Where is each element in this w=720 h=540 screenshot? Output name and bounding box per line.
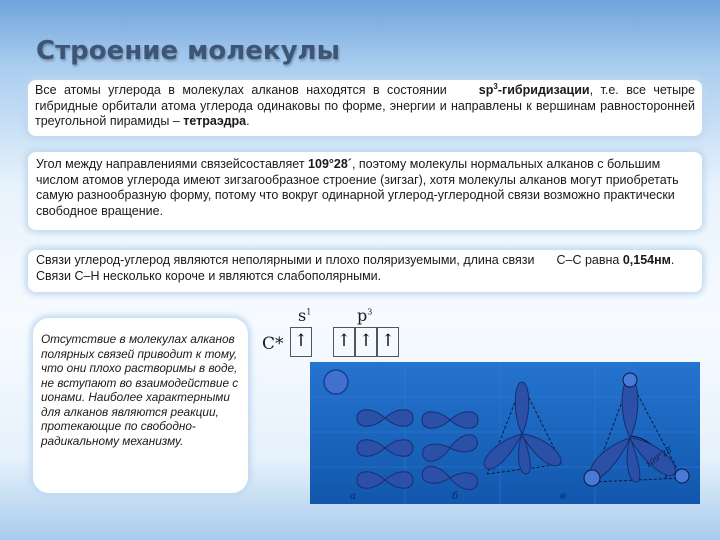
- p-cell-1: ↑: [333, 327, 355, 357]
- angle-annotation: 109°28′: [643, 444, 675, 470]
- text: Все атомы углерода в молекулах алканов находятся в состоянии: [35, 83, 447, 97]
- s-orbital-label: $s^1$: [298, 306, 312, 325]
- text: Связи углерод-углерод являются неполярными и плохо поляризуемыми, длина связи: [36, 253, 535, 267]
- text: Угол между направлениями связейсоставляет: [36, 157, 309, 171]
- s-cell: ↑: [290, 327, 312, 357]
- text: . Связи С–Н несколько короче и являются слабополярными.: [36, 253, 675, 283]
- angle-text-box: [28, 152, 702, 230]
- bond-text-box: [28, 250, 702, 292]
- sp3-term: $sp^3$-гибридизации: [478, 81, 590, 97]
- carbon-excited-label: C*: [262, 334, 284, 354]
- p-cell-3: ↑: [377, 327, 399, 357]
- bond-angle: 109°28´: [308, 157, 352, 171]
- text: , поэтому молекулы нормальных алканов с большим числом атомов углерода имеют зигзагообразное строение (зигзаг), хотя молекулы алканов могут приобретать самую разнообразную форму, потому что вокруг одинарной углерод-углеродной связи возможно практически свободное вращение.: [36, 157, 679, 218]
- label-v: в: [560, 491, 566, 502]
- tetrahedron-term: тетраэдра: [183, 114, 247, 128]
- p-cell-2: ↑: [355, 327, 377, 357]
- sp3-text-box: Все атомы углерода в молекулах алканов находятся в состоянии $sp^3$-гибридизации, т.е. все четыре гибридные орбитали атома углерода одинаковы по форме, энергии и направлены к вершинам равносторонней треугольной пирамиды – тетраэдра.: [28, 80, 702, 136]
- solubility-note: Отсутствие в молекулах алканов полярных связей приводит к тому, что они плохо растворимы в воде, не вступают во взаимодействие с ионами. Наиболее характерными для алканов являются реакции, протекающие по свободно-радикальному механизму.: [33, 318, 248, 493]
- label-b: б: [452, 491, 459, 502]
- page-title: Строение молекулы: [36, 36, 341, 66]
- text: С–С равна: [556, 253, 620, 267]
- sp3-orbital-figure: [310, 362, 700, 504]
- label-a: а: [350, 491, 356, 502]
- text: , т.е. все четыре гибридные орбитали атома углерода одинаковы по форме, энергии и направлены к вершинам равносторонней треугольной пирамиды –: [35, 83, 695, 128]
- bond-length: 0,154нм: [622, 253, 671, 267]
- p-orbital-label: $p^3$: [357, 306, 373, 325]
